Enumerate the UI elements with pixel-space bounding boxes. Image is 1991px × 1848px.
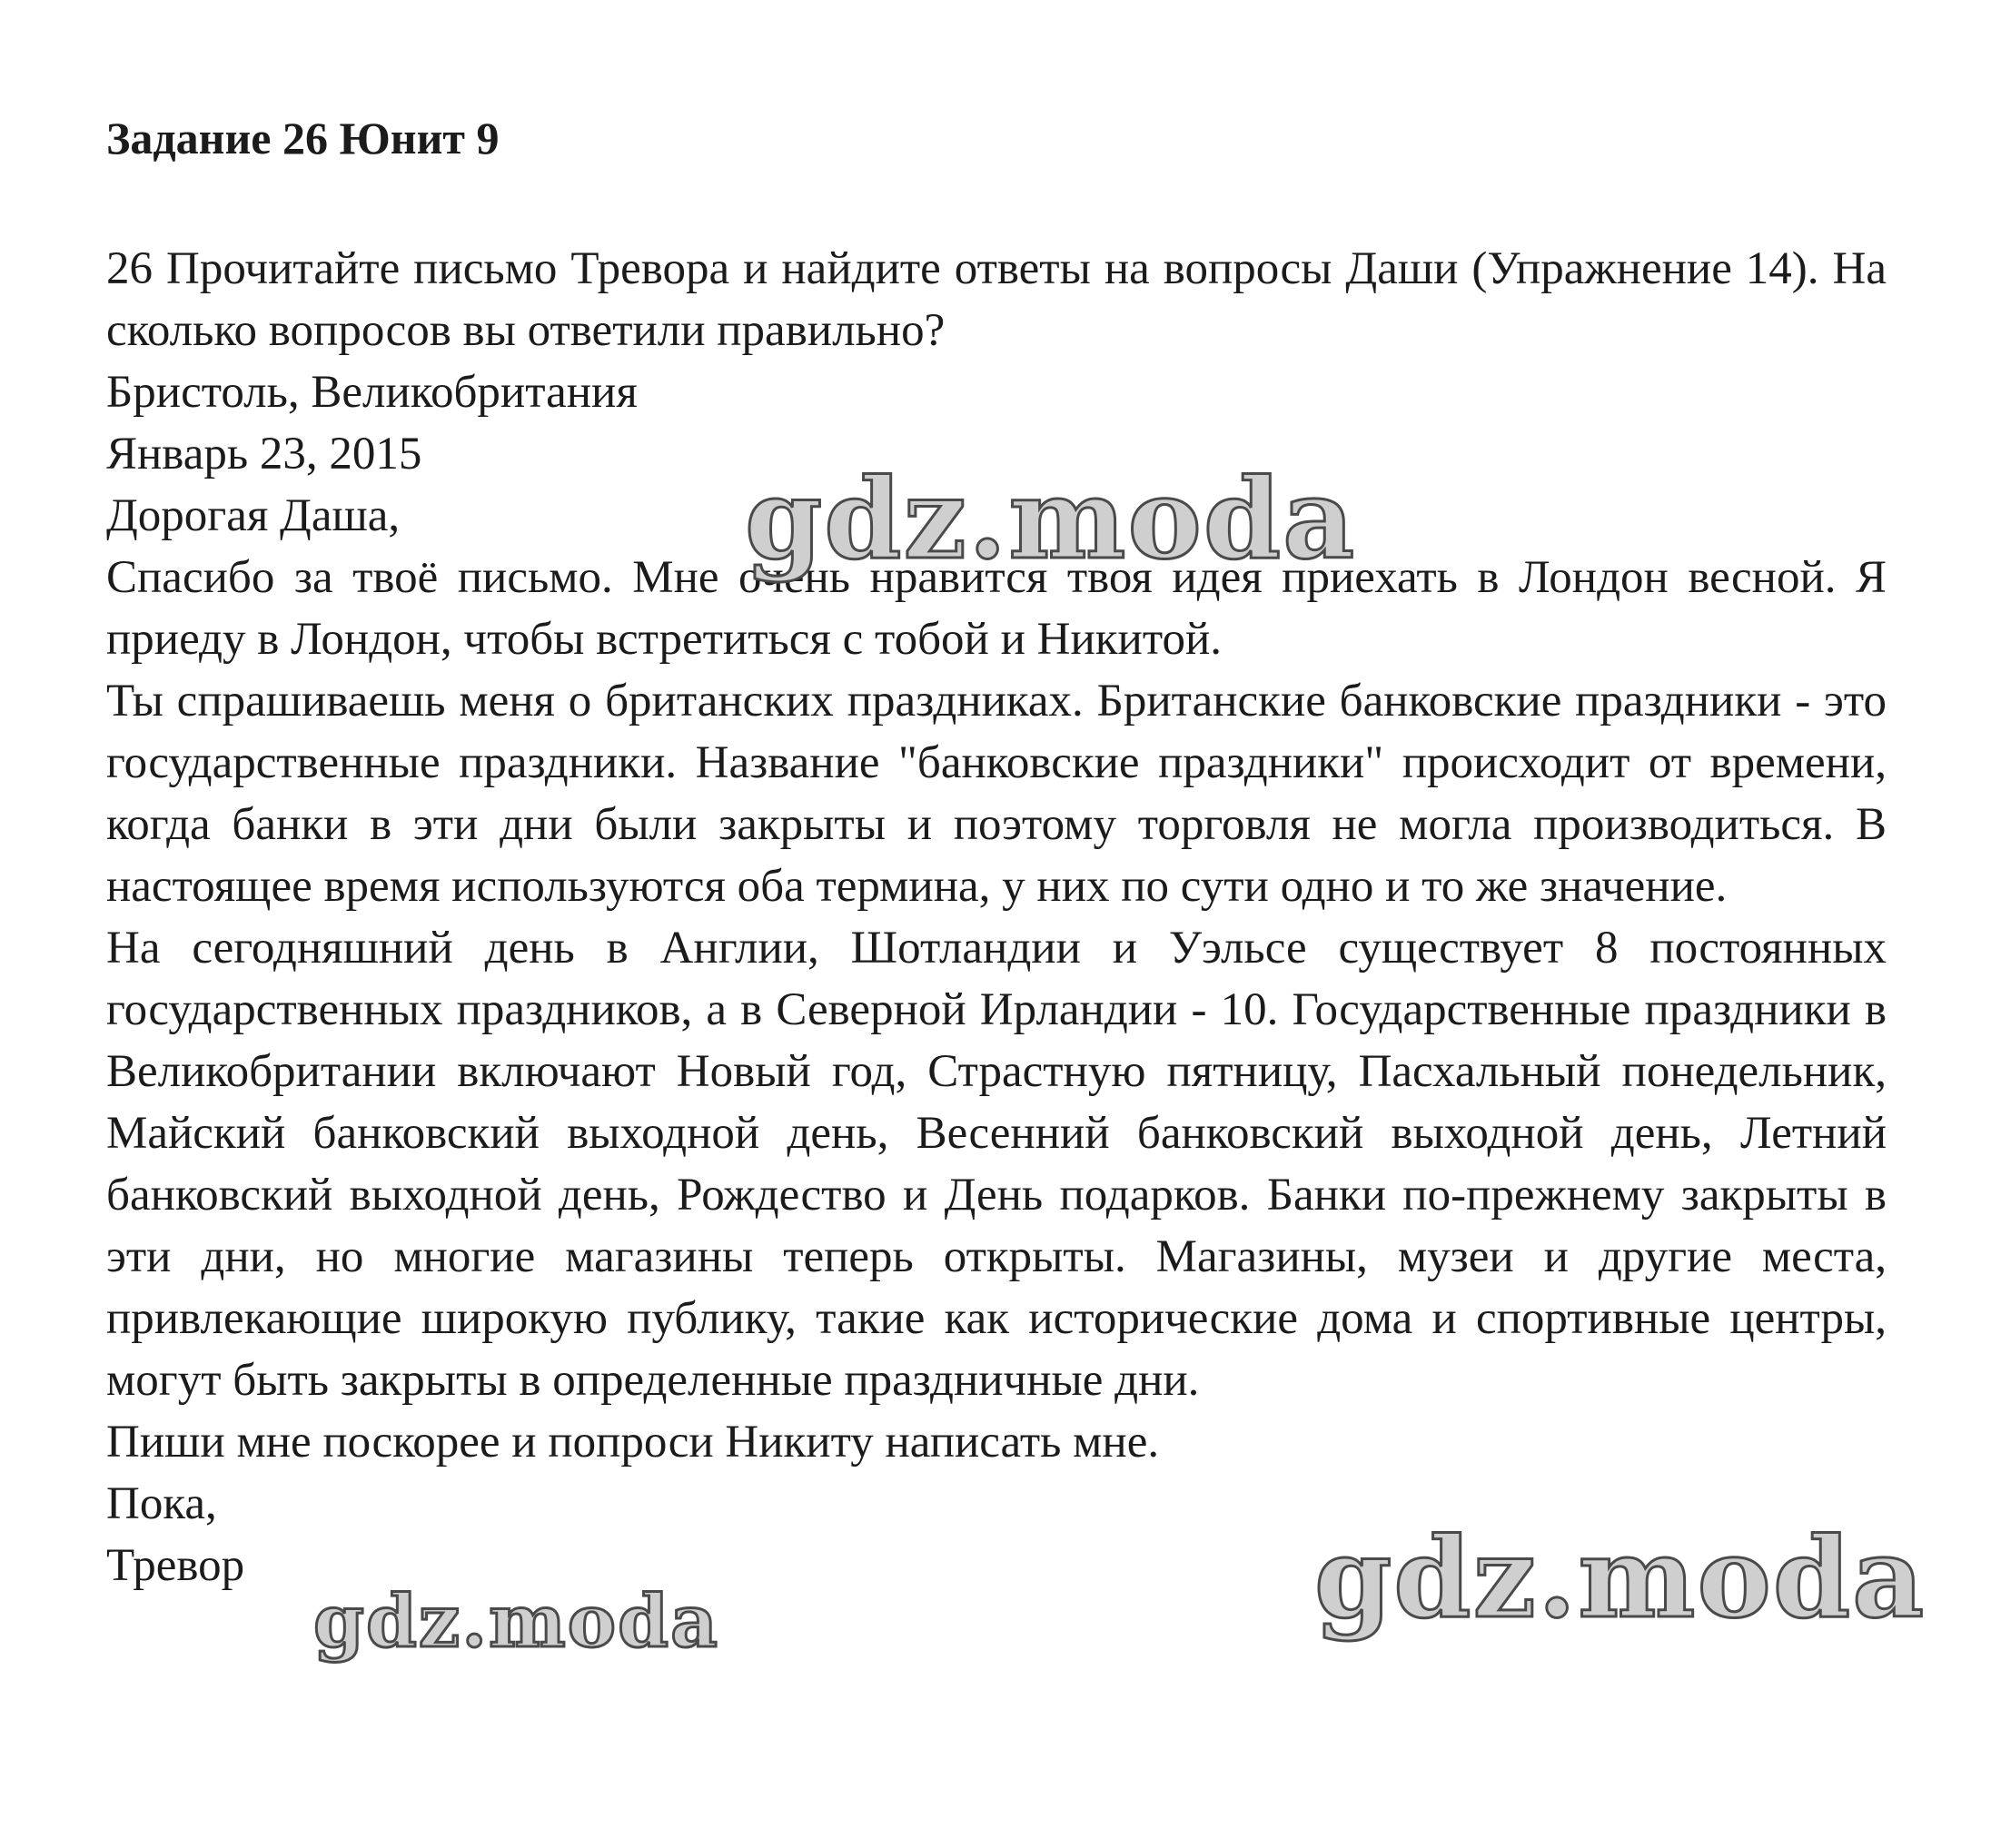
letter-signature: Тревор bbox=[106, 1540, 245, 1591]
task-instruction: 26 Прочитайте письмо Тревора и найдите ответы на вопросы Даши (Упражнение 14). На сколько вопросов вы ответили правильно? bbox=[106, 243, 1887, 356]
letter-body bbox=[106, 238, 1887, 1596]
watermark-logo: gdz.moda bbox=[1314, 1512, 1927, 1643]
letter-date: Январь 23, 2015 bbox=[106, 429, 422, 479]
letter-greeting: Дорогая Даша, bbox=[106, 490, 401, 541]
page-title: Задание 26 Юнит 9 bbox=[106, 113, 500, 163]
letter-place: Бристоль, Великобритания bbox=[106, 367, 638, 418]
letter-paragraph-1: Спасибо за твоё письмо. Мне очень нравится твоя идея приехать в Лондон весной. Я приеду в Лондон, чтобы встретиться с тобой и Никитой. bbox=[106, 552, 1887, 665]
watermark-logo: gdz.moda bbox=[313, 1578, 719, 1664]
letter-paragraph-3: На сегодняшний день в Англии, Шотландии и Уэльсе существует 8 постоянных государственных праздников, а в Северной Ирландии - 10. Государственные праздники в Великобритании включают Новый год, Страстную пятницу, Пасхальный понедельник, Майский банковский выходной день, Весенний банковский выходной день, Летний банковский выходной день, Рождество и День подарков. Банки по-прежнему закрыты в эти дни, но многие магазины теперь открыты. Магазины, музеи и другие места, привлекающие широкую публику, такие как исторические дома и спортивные центры, могут быть закрыты в определенные праздничные дни. bbox=[106, 923, 1887, 1406]
letter-closing: Пока, bbox=[106, 1478, 217, 1529]
letter-paragraph-4: Пиши мне поскорее и попроси Никиту написать мне. bbox=[106, 1417, 1160, 1468]
letter-paragraph-2: Ты спрашиваешь меня о британских праздниках. Британские банковские праздники - это государственные праздники. Название "банковские праздники" происходит от времени, когда банки в эти дни были закрыты и поэтому торговля не могла производиться. В настоящее время используются оба термина, у них по сути одно и то же значение. bbox=[106, 676, 1887, 912]
watermark-logo: gdz.moda bbox=[745, 453, 1357, 584]
